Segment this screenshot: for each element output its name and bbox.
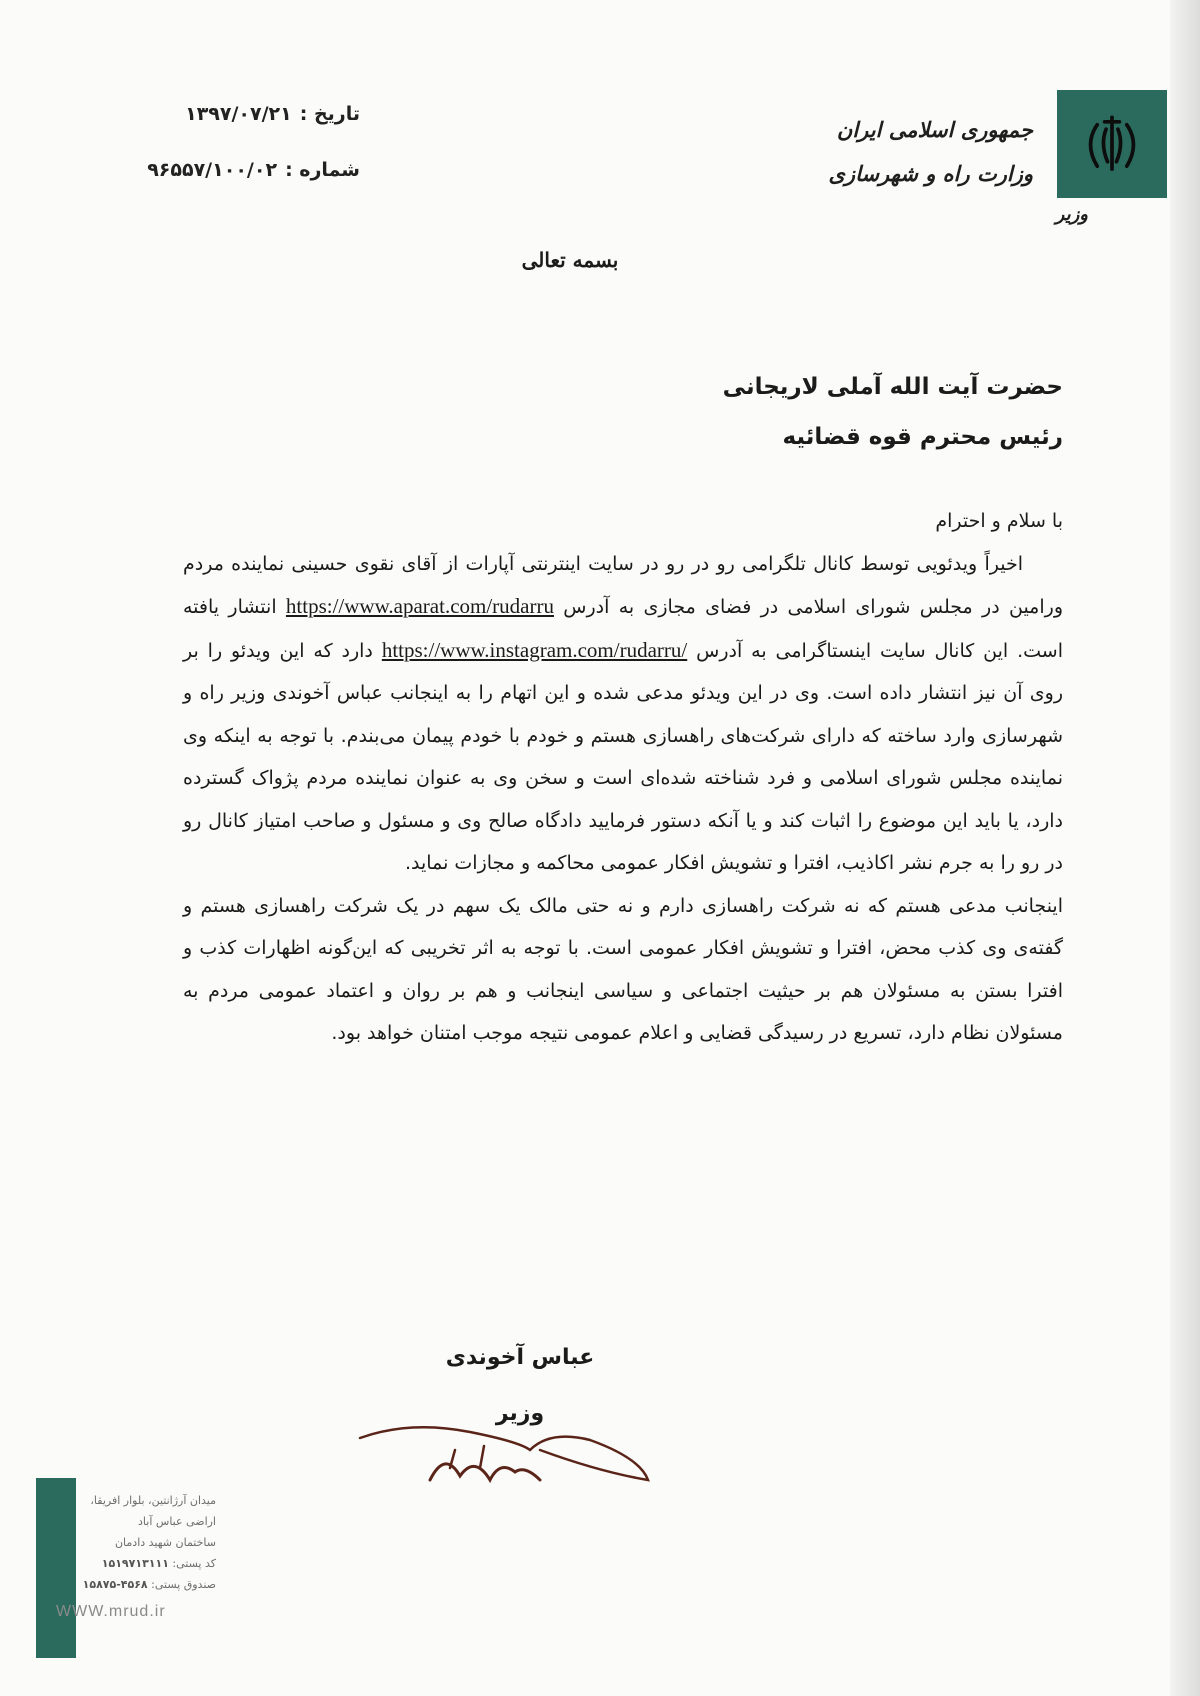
number-row bbox=[60, 142, 360, 198]
iran-emblem-logo bbox=[1057, 90, 1167, 198]
footer-pobox bbox=[56, 1574, 216, 1595]
salutation: با سلام و احترام bbox=[935, 510, 1063, 532]
signer-title: وزیر bbox=[495, 1401, 545, 1426]
org-line-2: وزارت راه و شهرسازی bbox=[828, 161, 1033, 186]
header-organization bbox=[773, 108, 1033, 196]
org-line-1: جمهوری اسلامی ایران bbox=[836, 117, 1033, 142]
date-row bbox=[60, 86, 360, 142]
letter-body bbox=[183, 500, 1063, 1055]
addressee bbox=[723, 362, 1063, 462]
page-edge bbox=[1170, 0, 1200, 1696]
footer-line-2: اراضی عباس آباد bbox=[138, 1515, 216, 1528]
paragraph-2: اینجانب مدعی هستم که نه شرکت راهسازی دارم و نه حتی مالک یک سهم در یک شرکت راهسازی هستم و گفته‌ی وی کذب محض، افترا و تشویش افکار عمومی است. با توجه به اثر تخریبی که این‌گونه اظهارات کذب و افترا بستن به مسئولان هم بر حیثیت اجتماعی و سیاسی اینجانب و هم بر روان و اعتماد عمومی مردم به مسئولان نظام دارد، تسریع در رسیدگی قضایی و اعلام عمومی نتیجه موجب امتنان خواهد بود. bbox=[183, 894, 1063, 1044]
paragraph-1-part-c: دارد که این ویدئو را بر روی آن نیز انتشار داده است. وی در این ویدئو مدعی شده و این اتهام را به اینجانب عباس آخوندی وزیر راه و شهرسازی وارد ساخته که دارای شرکت‌های راهسازی هستم و خودم با خودم پیمان می‌بندم. با توجه به اینکه وی نماینده مجلس شورای اسلامی و فرد شناخته شده‌ای است و سخن وی به عنوان نماینده مردم پژواک گسترده دارد، یا باید این موضوع را اثبات کند و یا آنکه دستور فرمایید دادگاه صالح وی و مسئول و صاحب امتیاز کانال رو در رو را به جرم نشر اکاذیب، افترا و تشویش افکار عمومی محاکمه و مجازات نماید. bbox=[183, 639, 1063, 874]
footer-address bbox=[56, 1490, 216, 1622]
emblem-icon bbox=[1075, 107, 1149, 181]
header-role: وزیر bbox=[1055, 204, 1088, 225]
instagram-link[interactable]: https://www.instagram.com/rudarru/ bbox=[381, 637, 688, 662]
pobox-value: ۱۵۸۷۵-۴۵۶۸ bbox=[82, 1578, 148, 1591]
addressee-title: رئیس محترم قوه قضائیه bbox=[782, 424, 1063, 450]
postal-label: کد پستی: bbox=[172, 1557, 216, 1570]
bismillah: بسمه تعالی bbox=[521, 248, 619, 272]
footer-website[interactable]: WWW.mrud.ir bbox=[56, 1603, 166, 1620]
number-value: ۹۶۵۵۷/۱۰۰/۰۲ bbox=[147, 159, 278, 181]
footer-line-1: میدان آرژانتین، بلوار افریقا، bbox=[90, 1494, 216, 1507]
paragraph-1 bbox=[183, 543, 1063, 885]
footer-line-3: ساختمان شهید دادمان bbox=[114, 1536, 216, 1549]
handwritten-signature bbox=[350, 1410, 650, 1500]
paragraph-1-part-a: اخیراً ویدئویی توسط کانال تلگرامی رو در رو در سایت اینترنتی آپارات از آقای نقوی حسینی نماینده مردم ورامین در مجلس شورای اسلامی در فضای مجازی به آدرس bbox=[183, 552, 1063, 618]
date-label: تاریخ : bbox=[299, 103, 360, 125]
footer-postal bbox=[56, 1553, 216, 1574]
number-label: شماره : bbox=[285, 159, 360, 181]
date-value: ۱۳۹۷/۰۷/۲۱ bbox=[185, 103, 292, 125]
paragraph-1-part-b: انتشار یافته است. این کانال سایت اینستاگرامی به آدرس bbox=[183, 596, 1063, 662]
aparat-link[interactable]: https://www.aparat.com/rudarru bbox=[285, 594, 554, 618]
signer-name: عباس آخوندی bbox=[445, 1345, 595, 1370]
letter-meta bbox=[60, 86, 360, 198]
pobox-label: صندوق پستی: bbox=[151, 1578, 216, 1591]
postal-value: ۱۵۱۹۷۱۳۱۱۱ bbox=[101, 1557, 169, 1570]
addressee-name: حضرت آیت الله آملی لاریجانی bbox=[722, 374, 1063, 400]
